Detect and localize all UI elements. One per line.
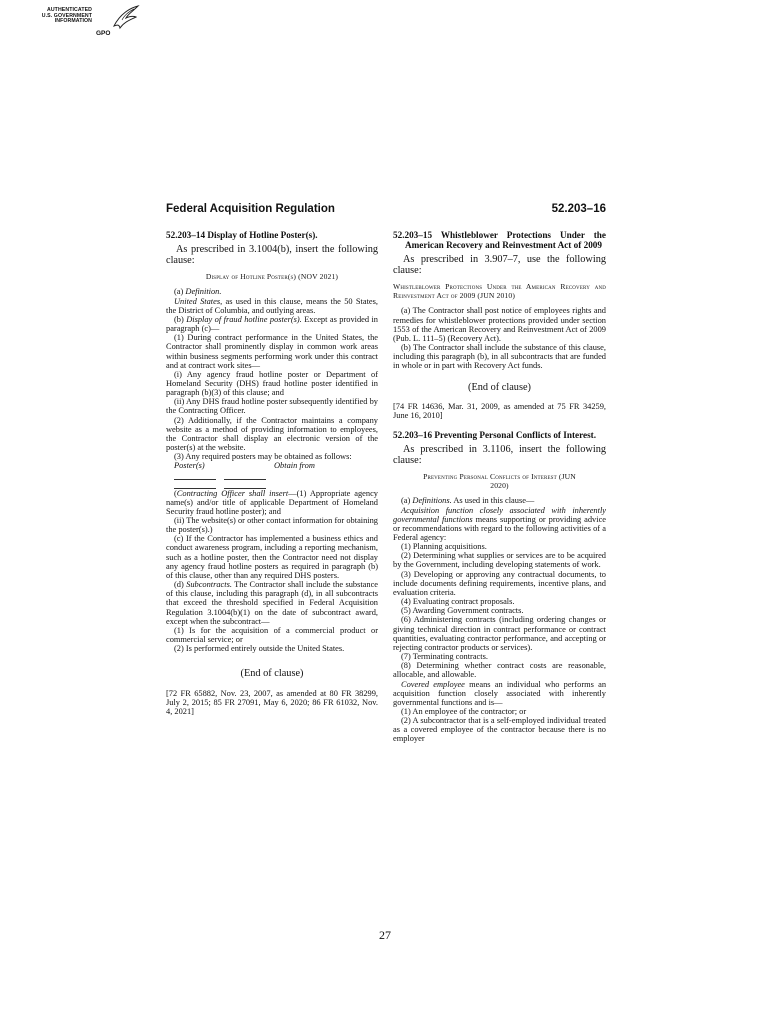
right-column: [393, 230, 606, 744]
definition-united-states: [166, 297, 378, 315]
para-text: —(1) Appropriate agency name(s) and/or title of applicable Department of Homeland Security fraud hotline poster); and: [166, 488, 378, 516]
paragraph-b1: (1) During contract performance in the United States, the Contractor shall prominently display in common work areas within business segments performing work under this contract and at contract work sites—: [166, 333, 378, 370]
paragraph-b: [166, 315, 378, 333]
paragraph-a: [166, 287, 378, 296]
instruction-italic: Contracting Officer shall insert: [176, 488, 289, 498]
paragraph-c: (c) If the Contractor has implemented a business ethics and conduct awareness program, including a reporting mechanism, such as a hotline poster, then the Contractor need not display any agency fraud hotline posters as required in paragraph (b) of this clause, other than any required DHS posters.: [166, 534, 378, 580]
defined-term: Acquisition function closely associated with inherently governmental functions: [393, 505, 606, 524]
paragraph-b3: (3) Any required posters may be obtained as follows:: [174, 452, 352, 462]
gpo-authentication-seal: [30, 4, 142, 46]
para-text: Except as provided in paragraph (c)—: [166, 314, 378, 334]
seal-line: INFORMATION: [54, 18, 92, 25]
left-column: [166, 230, 378, 726]
definition-text: means an individual who performs an acquisition function closely associated with inherently governmental functions and is—: [393, 679, 607, 707]
clause-title: Preventing Personal Conflicts of Interest (JUN 2020): [423, 472, 576, 491]
para-prefix: (d): [174, 580, 187, 590]
table-blank-row: [166, 475, 378, 480]
table-column-header: Obtain from: [274, 461, 315, 471]
list-item: (5) Awarding Government contracts.: [401, 606, 524, 616]
para-prefix: (b): [174, 314, 187, 324]
table-column-header: Poster(s): [174, 461, 205, 471]
prescription-text: As prescribed in 3.1106, insert the following clause:: [393, 443, 606, 467]
definition-acquisition-function: [393, 506, 606, 543]
paragraph-16a: [393, 496, 606, 505]
para-text: As used in this clause—: [451, 496, 535, 506]
federal-register-citation: [72 FR 65882, Nov. 23, 2007, as amended at 80 FR 38299, July 2, 2015; 85 FR 27091, May 6, 2020; 86 FR 61032, Nov. 4, 2021]: [166, 688, 378, 716]
list-item: (2) Determining what supplies or services are to be acquired by the Government, including developing statements of work.: [393, 551, 606, 570]
list-item: (7) Terminating contracts.: [401, 652, 488, 662]
paragraph-b1i: (i) Any agency fraud hotline poster or Department of Homeland Security (DHS) fraud hotline poster identified in paragraph (b)(3) of this clause; and: [166, 369, 378, 398]
list-item: (2) A subcontractor that is a self-employed individual treated as a covered employee of the contractor because there is no employer: [393, 716, 606, 744]
paragraph-15a: (a) The Contractor shall post notice of employees rights and remedies for whistleblower protections provided under section 1553 of the American Recovery and Reinvestment Act of 2009 (Pub. L. 111–5) (Recovery Act).: [393, 306, 606, 343]
para-heading: Display of fraud hotline poster(s).: [186, 314, 302, 324]
section-heading-52-203-15: 52.203–15 Whistleblower Protections Under the American Recovery and Reinvestment Act of 2009: [393, 230, 606, 250]
definition-text: , as used in this clause, means the 50 States, the District of Columbia, and outlying areas.: [166, 296, 378, 315]
para-prefix: (a): [401, 496, 413, 506]
para-heading: Definitions.: [412, 496, 452, 506]
list-item: (6) Administering contracts (including ordering changes or giving technical direction in contract performance or contract quantities, evaluating contractor performance, and accepting or rejecting contractor products or services).: [393, 615, 606, 652]
paragraph-co-ii: (ii) The website(s) or other contact information for obtaining the poster(s).): [166, 516, 378, 535]
seal-text: [30, 8, 92, 25]
list-item: (8) Determining whether contract costs are reasonable, allocable, and allowable.: [393, 661, 606, 680]
para-text: The Contractor shall include the substance of this clause, including this paragraph (d), in all subcontracts that exceed the threshold specified in Federal Acquisition Regulation 3.1004(b)(1) on the date of subcontract award, except when the subcontract—: [166, 580, 378, 626]
defined-term: Covered employee: [401, 679, 465, 689]
end-of-clause: (End of clause): [240, 668, 304, 680]
federal-register-citation: [74 FR 14636, Mar. 31, 2009, as amended at 75 FR 34259, June 16, 2010]: [393, 401, 606, 420]
paragraph-b2: (2) Additionally, if the Contractor maintains a company website as a method of providing information to employees, the Contractor shall display an electronic version of the poster(s) at the website.: [166, 415, 378, 453]
list-item: (1) Planning acquisitions.: [401, 542, 487, 552]
definition-text: means supporting or providing advice or recommendations with regard to the following activities of a Federal agency:: [393, 514, 606, 542]
seal-line: AUTHENTICATED: [46, 7, 92, 13]
paragraph-co-instruction: [166, 489, 378, 516]
paragraph-d2: (2) Is performed entirely outside the United States.: [174, 644, 345, 654]
page-number: 27: [379, 928, 391, 942]
running-header: [166, 203, 606, 219]
seal-gpo-label: GPO: [96, 30, 111, 37]
end-of-clause: (End of clause): [468, 381, 531, 393]
prescription-text: As prescribed in 3.907–7, use the following clause:: [393, 254, 606, 277]
para-heading: Definition.: [185, 287, 222, 297]
eagle-icon: [110, 4, 140, 34]
list-item: (3) Developing or approving any contractual documents, to include documents defining requirements, incentive plans, and evaluation criteria.: [393, 569, 606, 597]
definition-covered-employee: [393, 680, 606, 707]
paragraph-15b: (b) The Contractor shall include the substance of this clause, including this paragraph (b), in all subcontracts that are funded in whole or in part with Recovery Act funds.: [393, 343, 606, 371]
para-prefix: (a): [174, 287, 186, 297]
section-heading-52-203-16: 52.203–16 Preventing Personal Conflicts of Interest.: [393, 429, 597, 440]
header-section-number: 52.203–16: [551, 203, 606, 215]
clause-title: Display of Hotline Poster(s) (NOV 2021): [205, 272, 339, 282]
section-heading-52-203-14: 52.203–14 Display of Hotline Poster(s).: [166, 230, 318, 240]
clause-title: Whistleblower Protections Under the American Recovery and Reinvestment Act of 2009 (JUN 2010): [393, 282, 606, 301]
defined-term: United States: [174, 296, 221, 306]
list-item: (1) An employee of the contractor; or: [401, 706, 527, 716]
para-heading: Subcontracts.: [186, 580, 232, 590]
paragraph-d1: (1) Is for the acquisition of a commercial product or commercial service; or: [166, 625, 378, 645]
seal-line: U.S. GOVERNMENT: [41, 12, 92, 19]
poster-table-header: [166, 461, 378, 470]
header-title: Federal Acquisition Regulation: [166, 203, 335, 215]
paragraph-d: [166, 580, 378, 626]
paragraph-b1ii: (ii) Any DHS fraud hotline poster subsequently identified by the Contracting Officer.: [166, 397, 378, 416]
blank-line: [224, 475, 266, 480]
para-prefix: (: [174, 488, 177, 498]
list-item: (4) Evaluating contract proposals.: [401, 597, 515, 607]
blank-line: [174, 475, 216, 480]
prescription-text: As prescribed in 3.1004(b), insert the following clause:: [166, 244, 378, 267]
